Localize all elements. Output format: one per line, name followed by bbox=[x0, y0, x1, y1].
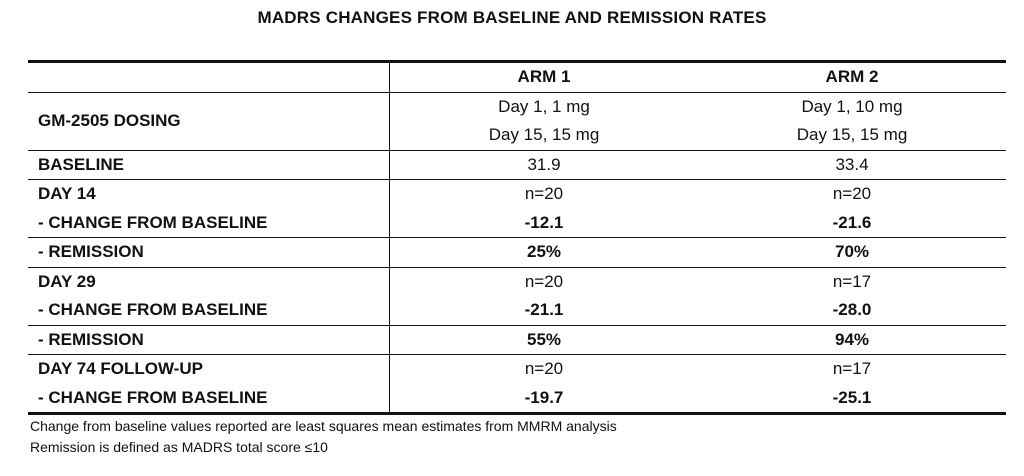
header-row bbox=[28, 63, 1006, 93]
day14-remission-label: - REMISSION bbox=[38, 242, 144, 261]
day74-label-cell bbox=[28, 355, 390, 412]
day74-label: DAY 74 FOLLOW-UP bbox=[38, 359, 203, 378]
day29-n-arm2: n=17 bbox=[832, 271, 872, 291]
dosing-arm2-cell bbox=[698, 93, 1006, 150]
footnote-change: Change from baseline values reported are least squares mean estimates from MMRM analysis bbox=[30, 418, 617, 434]
day14-change-label: - CHANGE FROM BASELINE bbox=[38, 212, 268, 232]
footnote-remission: Remission is defined as MADRS total score ≤10 bbox=[30, 439, 328, 455]
day74-change-arm2: -25.1 bbox=[832, 387, 872, 407]
day14-label: DAY 14 bbox=[38, 184, 96, 203]
day14-change-arm2: -21.6 bbox=[832, 212, 872, 232]
day74-change-label: - CHANGE FROM BASELINE bbox=[38, 387, 268, 407]
table-title: MADRS CHANGES FROM BASELINE AND REMISSION RATES bbox=[257, 8, 767, 27]
day29-remission-arm2-cell bbox=[698, 326, 1006, 355]
day29-remission-arm1: 55% bbox=[526, 329, 562, 349]
day14-remission-row bbox=[28, 238, 1006, 268]
header-empty-cell bbox=[28, 63, 390, 92]
baseline-arm2: 33.4 bbox=[835, 154, 869, 174]
dosing-arm1-cell bbox=[390, 93, 698, 150]
baseline-arm1: 31.9 bbox=[527, 154, 561, 174]
day29-remission-label: - REMISSION bbox=[38, 329, 144, 349]
day74-n-arm2: n=17 bbox=[832, 359, 872, 378]
day74-change-arm1: -19.7 bbox=[524, 387, 564, 407]
day14-remission-arm1-cell bbox=[390, 238, 698, 267]
day14-remission-arm1: 25% bbox=[526, 242, 562, 261]
day14-change-arm1: -12.1 bbox=[524, 212, 564, 232]
baseline-arm2-cell bbox=[698, 151, 1006, 180]
dosing-arm2-line1: Day 1, 10 mg bbox=[801, 96, 903, 116]
dosing-arm1-line2: Day 15, 15 mg bbox=[488, 125, 600, 144]
day29-remission-label-cell bbox=[28, 326, 390, 355]
day14-arm1-cell bbox=[390, 180, 698, 237]
footnotes bbox=[30, 416, 617, 458]
day74-row bbox=[28, 355, 1006, 412]
baseline-label-cell bbox=[28, 151, 390, 180]
day14-n-arm1: n=20 bbox=[524, 184, 564, 203]
day14-label-cell bbox=[28, 180, 390, 237]
arm1-header-text: ARM 1 bbox=[517, 67, 571, 86]
day29-remission-arm2: 94% bbox=[834, 329, 870, 349]
day29-arm1-cell bbox=[390, 268, 698, 325]
day14-row bbox=[28, 180, 1006, 238]
day29-remission-arm1-cell bbox=[390, 326, 698, 355]
day29-n-arm1: n=20 bbox=[524, 271, 564, 291]
day74-arm1-cell bbox=[390, 355, 698, 412]
day14-arm2-cell bbox=[698, 180, 1006, 237]
day29-row bbox=[28, 268, 1006, 326]
dosing-row bbox=[28, 93, 1006, 151]
madrs-table bbox=[28, 60, 1006, 415]
day29-change-arm2: -28.0 bbox=[832, 300, 872, 319]
baseline-arm1-cell bbox=[390, 151, 698, 180]
dosing-arm1-line1: Day 1, 1 mg bbox=[498, 96, 590, 116]
day14-remission-arm2: 70% bbox=[834, 242, 870, 261]
day14-n-arm2: n=20 bbox=[832, 184, 872, 203]
day29-label: DAY 29 bbox=[38, 271, 96, 291]
header-arm2 bbox=[698, 63, 1006, 92]
dosing-label: GM-2505 DOSING bbox=[38, 110, 181, 130]
day29-change-label: - CHANGE FROM BASELINE bbox=[38, 300, 268, 319]
dosing-label-cell bbox=[28, 93, 390, 150]
baseline-row bbox=[28, 151, 1006, 181]
day74-arm2-cell bbox=[698, 355, 1006, 412]
day74-n-arm1: n=20 bbox=[524, 359, 564, 378]
day14-remission-arm2-cell bbox=[698, 238, 1006, 267]
day29-change-arm1: -21.1 bbox=[524, 300, 564, 319]
dosing-arm2-line2: Day 15, 15 mg bbox=[796, 125, 908, 144]
baseline-label: BASELINE bbox=[38, 154, 124, 174]
arm2-header-text: ARM 2 bbox=[825, 67, 879, 86]
header-arm1 bbox=[390, 63, 698, 92]
day29-arm2-cell bbox=[698, 268, 1006, 325]
day29-remission-row bbox=[28, 326, 1006, 356]
day29-label-cell bbox=[28, 268, 390, 325]
day14-remission-label-cell bbox=[28, 238, 390, 267]
